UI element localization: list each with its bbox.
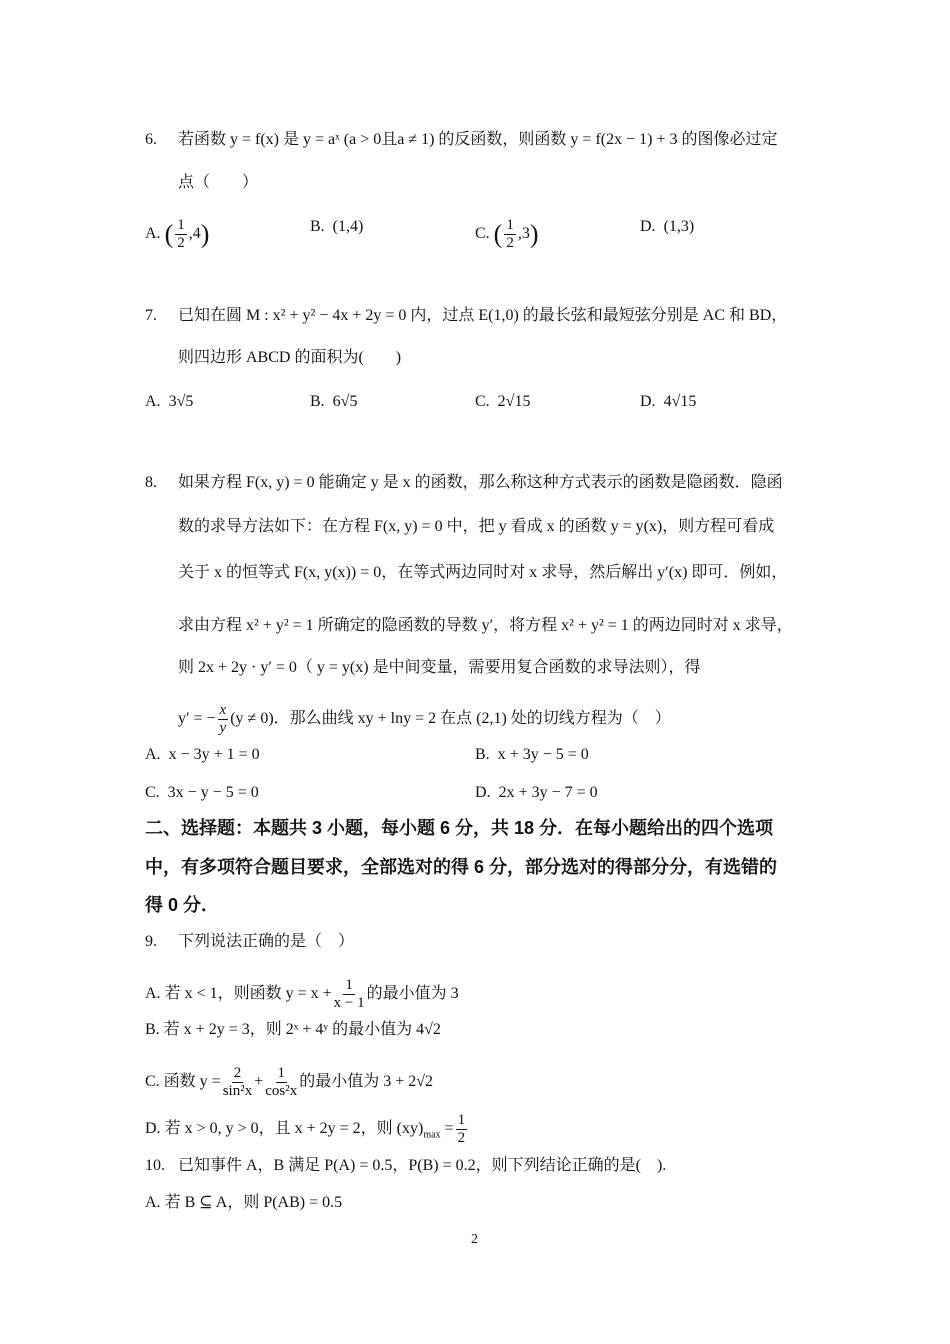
option-text: x + 3y − 5 = 0 xyxy=(497,746,589,763)
option-d[interactable] xyxy=(640,392,696,412)
numerator: 1 xyxy=(506,217,514,233)
option-text: 的最小值为 3 xyxy=(366,985,459,1003)
denominator: sin²x xyxy=(222,1083,253,1099)
option-text: ,4 xyxy=(188,225,201,243)
numerator: 1 xyxy=(177,217,185,233)
option-text: 函数 y = xyxy=(163,1073,221,1091)
option-text: 2x + 3y − 7 = 0 xyxy=(498,784,598,801)
option-b[interactable] xyxy=(475,745,589,765)
option-label: A. xyxy=(145,746,161,763)
option-d[interactable] xyxy=(145,1112,469,1147)
option-b[interactable] xyxy=(310,217,363,237)
option-text: 6√5 xyxy=(332,393,358,410)
option-text: 3√5 xyxy=(168,393,194,410)
option-a[interactable] xyxy=(145,977,459,1012)
option-label: A. xyxy=(145,985,161,1003)
question-number: 7. xyxy=(145,307,157,324)
denominator: 2 xyxy=(457,1130,466,1146)
option-label: A. xyxy=(145,225,161,243)
question-number: 9. xyxy=(145,933,157,950)
option-label: B. xyxy=(310,218,325,235)
option-label: B. xyxy=(145,1021,160,1038)
option-d[interactable] xyxy=(640,217,694,237)
option-text: 若 B ⊆ A，则 P(AB) = 0.5 xyxy=(164,1194,343,1211)
option-label: B. xyxy=(475,746,490,763)
denominator: 2 xyxy=(506,235,514,251)
question-text: 如果方程 F(x, y) = 0 能确定 y 是 x 的函数，那么称这种方式表示的函数是隐函数．隐函 xyxy=(178,474,783,491)
option-label: D. xyxy=(145,1120,161,1138)
operator: = xyxy=(440,1120,454,1138)
option-text: x − 3y + 1 = 0 xyxy=(168,746,260,763)
question-text: 已知在圆 M : x² + y² − 4x + 2y = 0 内，过点 E(1,0) 的最长弦和最短弦分别是 AC 和 BD， xyxy=(178,307,788,324)
option-text: 若 x < 1，则函数 y = x + xyxy=(164,985,332,1003)
numerator: 1 xyxy=(345,977,353,993)
denominator: x − 1 xyxy=(333,995,365,1011)
section-text: 得 0 分． xyxy=(145,895,220,915)
formula-text: y′ = − xyxy=(178,710,216,728)
option-a[interactable] xyxy=(145,392,193,412)
question-text: 求由方程 x² + y² = 1 所确定的隐函数的导数 y′，将方程 x² + y² = 1 的两边同时对 x 求导， xyxy=(178,617,793,634)
question-number: 10. xyxy=(145,1157,165,1174)
question-text xyxy=(178,702,671,737)
option-label: A. xyxy=(145,393,161,410)
section-text: 二、选择题：本题共 3 小题，每小题 6 分，共 18 分．在每小题给出的四个选项 xyxy=(145,818,774,838)
option-label: C. xyxy=(475,225,490,243)
option-label: A. xyxy=(145,1194,161,1211)
operator: + xyxy=(254,1073,264,1091)
option-text: 2√15 xyxy=(497,393,531,410)
question-number: 8. xyxy=(145,474,157,491)
option-label: C. xyxy=(145,1073,160,1091)
numerator: 1 xyxy=(277,1065,285,1081)
denominator: cos²x xyxy=(265,1083,298,1099)
option-b[interactable] xyxy=(310,392,357,412)
question-text: 点（ ） xyxy=(178,174,259,191)
numerator: 1 xyxy=(457,1112,466,1128)
question-text: 下列说法正确的是（ ） xyxy=(178,933,355,950)
option-label: B. xyxy=(310,393,325,410)
option-label: D. xyxy=(475,784,491,801)
option-a[interactable] xyxy=(145,1193,342,1213)
denominator: 2 xyxy=(177,235,185,251)
option-label: D. xyxy=(640,393,656,410)
option-a[interactable]: A. ( $\frac{1}{2}$ ,4) xyxy=(145,217,210,251)
question-text: 已知事件 A，B 满足 P(A) = 0.5，P(B) = 0.2，则下列结论正确的是( ). xyxy=(178,1157,667,1174)
question-text: 则四边形 ABCD 的面积为( ) xyxy=(178,349,402,366)
numerator: 2 xyxy=(233,1065,242,1081)
option-b[interactable] xyxy=(145,1020,441,1040)
option-d[interactable] xyxy=(475,783,598,803)
option-c[interactable] xyxy=(475,392,530,412)
subscript: max xyxy=(423,1129,441,1141)
numerator: x xyxy=(219,702,227,718)
option-label: C. xyxy=(475,393,490,410)
question-text: 则 2x + 2y · y′ = 0（ y = y(x) 是中间变量，需要用复合函数的求导法则），得 xyxy=(178,659,701,676)
option-text: (1,4) xyxy=(332,218,364,235)
option-text: 3x − y − 5 = 0 xyxy=(167,784,259,801)
option-text: 若 x + 2y = 3，则 2ˣ + 4ʸ 的最小值为 4√2 xyxy=(163,1021,441,1038)
question-text: 若函数 y = f(x) 是 y = aˣ (a > 0且a ≠ 1) 的反函数，则函数 y = f(2x − 1) + 3 的图像必过定 xyxy=(178,131,778,148)
option-c[interactable] xyxy=(145,1065,433,1100)
question-text: 数的求导方法如下：在方程 F(x, y) = 0 中，把 y 看成 x 的函数 y = y(x)，则方程可看成 xyxy=(178,518,775,535)
question-number: 6. xyxy=(145,131,157,148)
option-label: C. xyxy=(145,784,160,801)
option-text: 4√15 xyxy=(663,393,697,410)
question-text: (y ≠ 0)．那么曲线 xy + lny = 2 在点 (2,1) 处的切线方程为（ ） xyxy=(230,710,671,728)
option-c[interactable]: C. ( $\frac{1}{2}$ ,3) xyxy=(475,217,539,251)
option-text: (1,3) xyxy=(663,218,695,235)
question-text: 关于 x 的恒等式 F(x, y(x)) = 0，在等式两边同时对 x 求导，然后解出 y′(x) 即可．例如， xyxy=(178,564,788,581)
option-text: ,3 xyxy=(517,225,530,243)
section-text: 中，有多项符合题目要求，全部选对的得 6 分，部分选对的得部分分，有选错的 xyxy=(145,857,778,877)
option-text: 的最小值为 3 + 2√2 xyxy=(299,1073,434,1091)
option-a[interactable] xyxy=(145,745,260,765)
option-text: 若 x > 0, y > 0，且 x + 2y = 2，则 (xy) xyxy=(164,1120,424,1138)
denominator: y xyxy=(219,720,227,736)
option-label: D. xyxy=(640,218,656,235)
option-c[interactable] xyxy=(145,783,259,803)
page-number: 2 xyxy=(471,1232,478,1247)
